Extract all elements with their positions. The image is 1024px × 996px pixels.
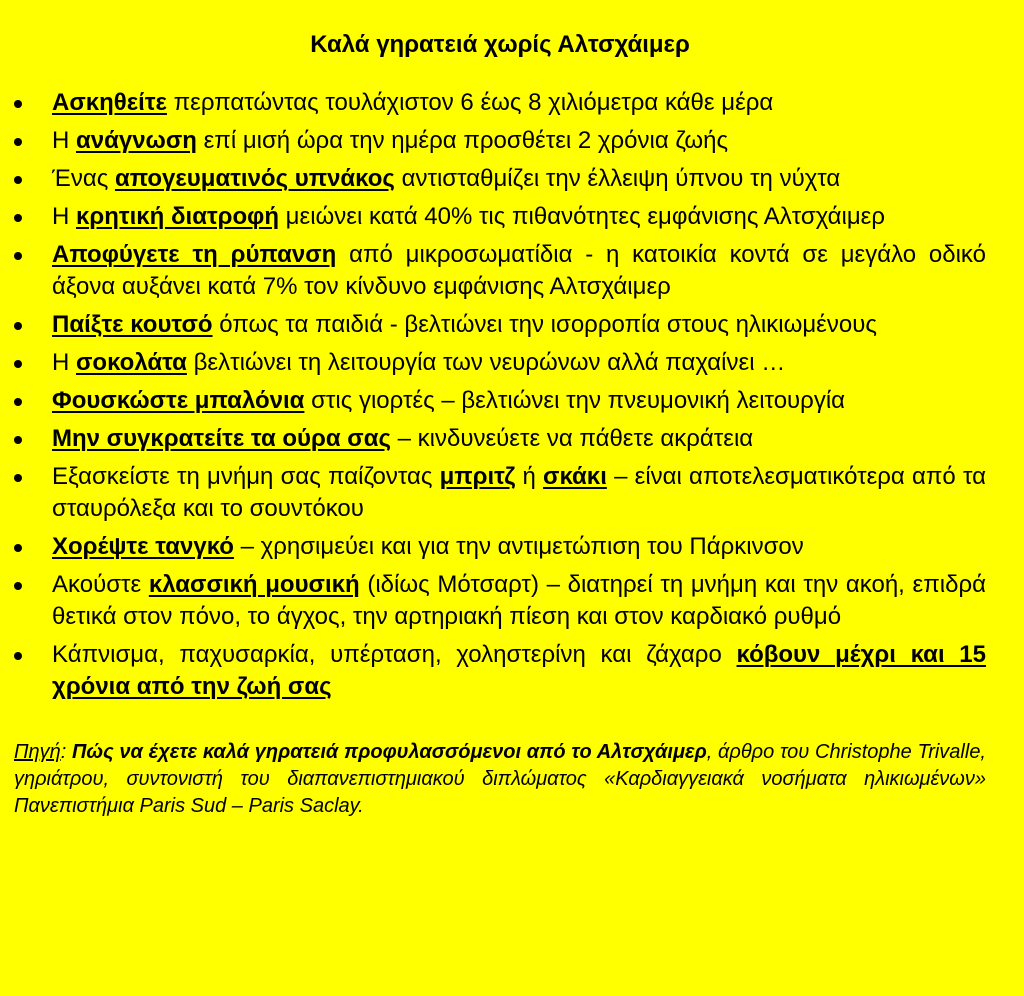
list-item [14, 639, 986, 703]
item-text: βελτιώνει τη λειτουργία των νευρώνων αλλά παχαίνει … [186, 349, 786, 376]
list-item [14, 87, 986, 119]
list-item [14, 239, 986, 303]
bullet-icon [14, 214, 22, 222]
bullet-icon [14, 322, 22, 330]
bullet-icon [14, 138, 22, 146]
item-highlight: σκάκι [543, 463, 607, 490]
list-item [14, 201, 986, 233]
item-text: ή [515, 463, 544, 490]
list-item [14, 347, 986, 379]
bullet-icon [14, 360, 22, 368]
item-text: – χρησιμεύει και για την αντιμετώπιση του Πάρκινσον [233, 533, 804, 560]
item-text: Εξασκείστε τη μνήμη σας παίζοντας [52, 463, 440, 490]
source-details: , άρθρο του Christophe Trivalle, γηριάτρου, συντονιστή του διαπανεπιστημιακού διπλώματος «Καρδιαγγειακά νοσήματα ηλικιωμένων» Πανεπιστήμια Paris Sud – Paris Saclay. [14, 741, 986, 817]
item-highlight: ανάγνωση [76, 127, 197, 154]
item-highlight: κλασσική μουσική [148, 571, 360, 598]
source-separator: : [60, 741, 72, 763]
item-text: Η [52, 203, 76, 230]
list-item [14, 385, 986, 417]
item-text: Η [52, 127, 76, 154]
item-text: επί μισή ώρα την ημέρα προσθέτει 2 χρόνια ζωής [196, 127, 729, 154]
item-text: όπως τα παιδιά - βελτιώνει την ισορροπία στους ηλικιωμένους [212, 311, 877, 338]
bullet-icon [14, 474, 22, 482]
list-item [14, 569, 986, 633]
list-item [14, 461, 986, 525]
item-highlight: κόβουν μέχρι και 15 χρόνια από την ζωή σας [52, 641, 986, 700]
source-label: Πηγή [14, 741, 61, 763]
item-text: Η [52, 349, 76, 376]
item-text: περπατώντας τουλάχιστον 6 έως 8 χιλιόμετρα κάθε μέρα [166, 89, 774, 116]
bullet-icon [14, 100, 22, 108]
tips-list [14, 87, 986, 703]
item-text: από μικροσωματίδια - η κατοικία κοντά σε μεγάλο οδικό άξονα αυξάνει κατά 7% τον κίνδυνο εμφάνισης Αλτσχάιμερ [52, 241, 986, 300]
item-highlight: μπριτζ [439, 463, 516, 490]
item-text: στις γιορτές – βελτιώνει την πνευμονική λειτουργία [304, 387, 846, 414]
page-title: Καλά γηρατειά χωρίς Αλτσχάιμερ [310, 31, 690, 58]
item-text: Κάπνισμα, παχυσαρκία, υπέρταση, χοληστερίνη και ζάχαρο [52, 641, 737, 668]
bullet-icon [14, 582, 22, 590]
item-text: Ένας [52, 165, 115, 192]
item-highlight: Αποφύγετε τη ρύπανση [52, 241, 337, 268]
item-text: – είναι αποτελεσματικότερα από τα σταυρόλεξα και το σουντόκου [52, 463, 986, 522]
list-item [14, 125, 986, 157]
bullet-icon [14, 652, 22, 660]
list-item [14, 163, 986, 195]
bullet-icon [14, 436, 22, 444]
bullet-icon [14, 252, 22, 260]
list-item [14, 531, 986, 563]
item-text: μειώνει κατά 40% τις πιθανότητες εμφάνισης Αλτσχάιμερ [279, 203, 886, 230]
list-item [14, 423, 986, 455]
item-text: (ιδίως Μότσαρτ) – διατηρεί τη μνήμη και την ακοή, επιδρά θετικά στον πόνο, το άγχος, την αρτηριακή πίεση και στον καρδιακό ρυθμό [52, 571, 986, 630]
item-highlight: Χορέψτε τανγκό [52, 533, 234, 560]
list-item [14, 309, 986, 341]
source-note [14, 739, 986, 820]
item-highlight: Ασκηθείτε [52, 89, 167, 116]
bullet-icon [14, 398, 22, 406]
item-highlight: Μην συγκρατείτε τα ούρα σας [52, 425, 391, 452]
bullet-icon [14, 544, 22, 552]
item-highlight: Φουσκώστε μπαλόνια [52, 387, 305, 414]
item-text: αντισταθμίζει την έλλειψη ύπνου τη νύχτα [394, 165, 841, 192]
item-highlight: Παίξτε κουτσό [52, 311, 213, 338]
item-highlight: απογευματινός υπνάκος [114, 165, 395, 192]
bullet-icon [14, 176, 22, 184]
item-highlight: σοκολάτα [76, 349, 187, 376]
item-text: Ακούστε [52, 571, 149, 598]
source-article-title: Πώς να έχετε καλά γηρατειά προφυλασσόμενοι από το Αλτσχάιμερ [72, 741, 707, 763]
item-highlight: κρητική διατροφή [76, 203, 280, 230]
item-text: – κινδυνεύετε να πάθετε ακράτεια [390, 425, 754, 452]
